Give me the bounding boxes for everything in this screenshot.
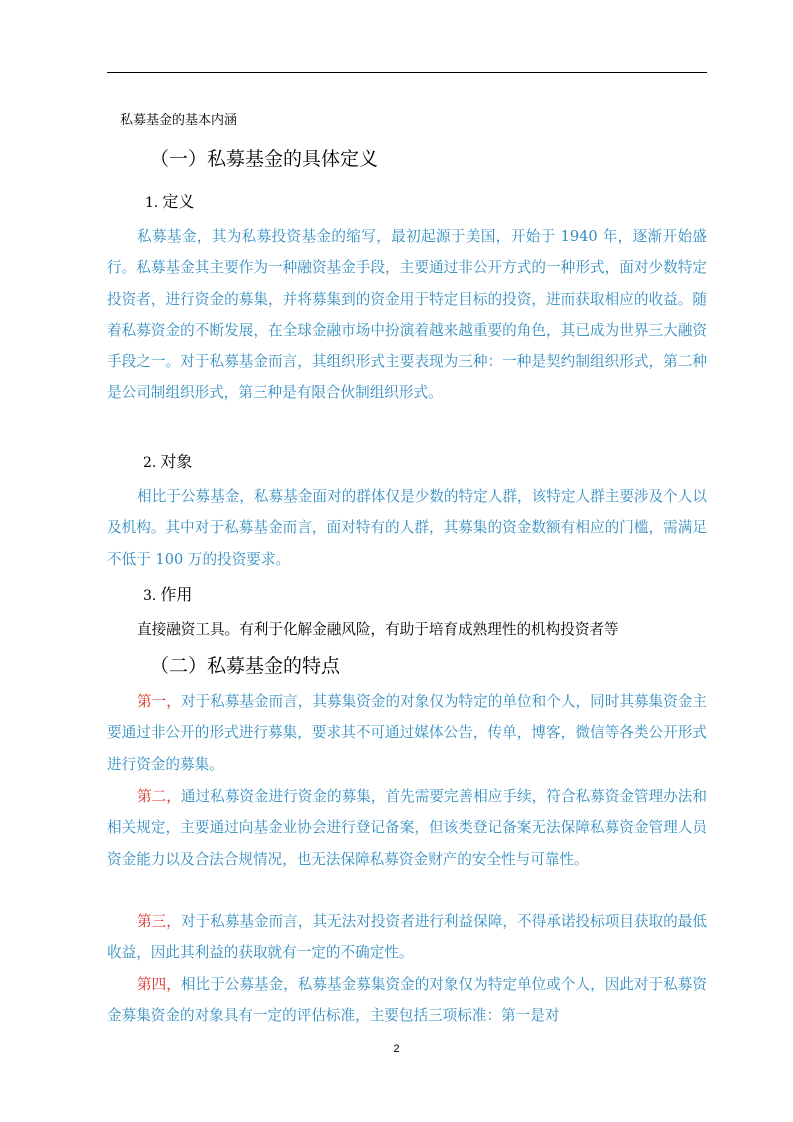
feature-point-4 <box>107 969 707 1032</box>
feature-lead: 第四， <box>137 976 181 993</box>
subheading-function <box>143 585 192 606</box>
feature-text: 对于私募基金而言，其无法对投资者进行利益保障，不得承诺投标项目获取的最低收益，因此其利益的获取就有一定的不确定性。 <box>107 913 707 962</box>
document-title: 私募基金的基本内涵 <box>120 113 238 128</box>
section-heading-features: （二）私募基金的特点 <box>150 655 341 677</box>
subheading-number: 1. <box>145 195 159 211</box>
subheading-number: 2. <box>143 455 157 471</box>
feature-text: 通过私募资金进行资金的募集，首先需要完善相应手续，符合私募资金管理办法和相关规定，主要通过向基金业协会进行登记备案，但该类登记备案无法保障私募资金管理人员资金能力以及合法合规情况，也无法保障私募资金财产的安全性与可靠性。 <box>107 788 707 868</box>
subheading-label: 定义 <box>162 192 195 211</box>
feature-point-3 <box>107 906 707 969</box>
paragraph-target: 相比于公募基金，私募基金面对的群体仅是少数的特定人群，该特定人群主要涉及个人以及机构。其中对于私募基金而言，面对特有的人群，其募集的资金数额有相应的门槛，需满足不低于 100 万的投资要求。 <box>107 488 707 568</box>
page-number: 2 <box>393 1043 400 1055</box>
section-heading-definition: （一）私募基金的具体定义 <box>150 148 379 170</box>
subheading-definition <box>145 192 194 213</box>
feature-point-2 <box>107 781 707 875</box>
feature-lead: 第二， <box>137 788 181 805</box>
subheading-label: 对象 <box>160 452 193 471</box>
feature-text: 对于私募基金而言，其募集资金的对象仅为特定的单位和个人，同时其募集资金主要通过非公开的形式进行募集，要求其不可通过媒体公告，传单，博客，微信等各类公开形式进行资金的募集。 <box>107 693 707 773</box>
header-rule <box>107 72 707 73</box>
feature-lead: 第三， <box>137 913 181 930</box>
paragraph-definition: 私募基金，其为私募投资基金的缩写，最初起源于美国，开始于 1940 年，逐渐开始盛行。私募基金其主要作为一种融资基金手段，主要通过非公开方式的一种形式，面对少数特定投资者，进行资金的募集，并将募集到的资金用于特定目标的投资，进而获取相应的收益。随着私募资金的不断发展，在全球金融市场中扮演着越来越重要的角色，其已成为世界三大融资手段之一。对于私募基金而言，其组织形式主要表现为三种：一种是契约制组织形式，第二种是公司制组织形式，第三种是有限合伙制组织形式。 <box>107 228 707 402</box>
feature-point-1 <box>107 686 707 780</box>
feature-text: 相比于公募基金，私募基金募集资金的对象仅为特定单位或个人，因此对于私募资金募集资金的对象具有一定的评估标准，主要包括三项标准：第一是对 <box>107 976 707 1025</box>
subheading-target <box>143 452 192 473</box>
subheading-number: 3. <box>143 588 157 604</box>
paragraph-function: 直接融资工具。有利于化解金融风险，有助于培育成熟理性的机构投资者等 <box>137 621 619 638</box>
subheading-label: 作用 <box>160 585 193 604</box>
feature-lead: 第一， <box>137 693 181 710</box>
